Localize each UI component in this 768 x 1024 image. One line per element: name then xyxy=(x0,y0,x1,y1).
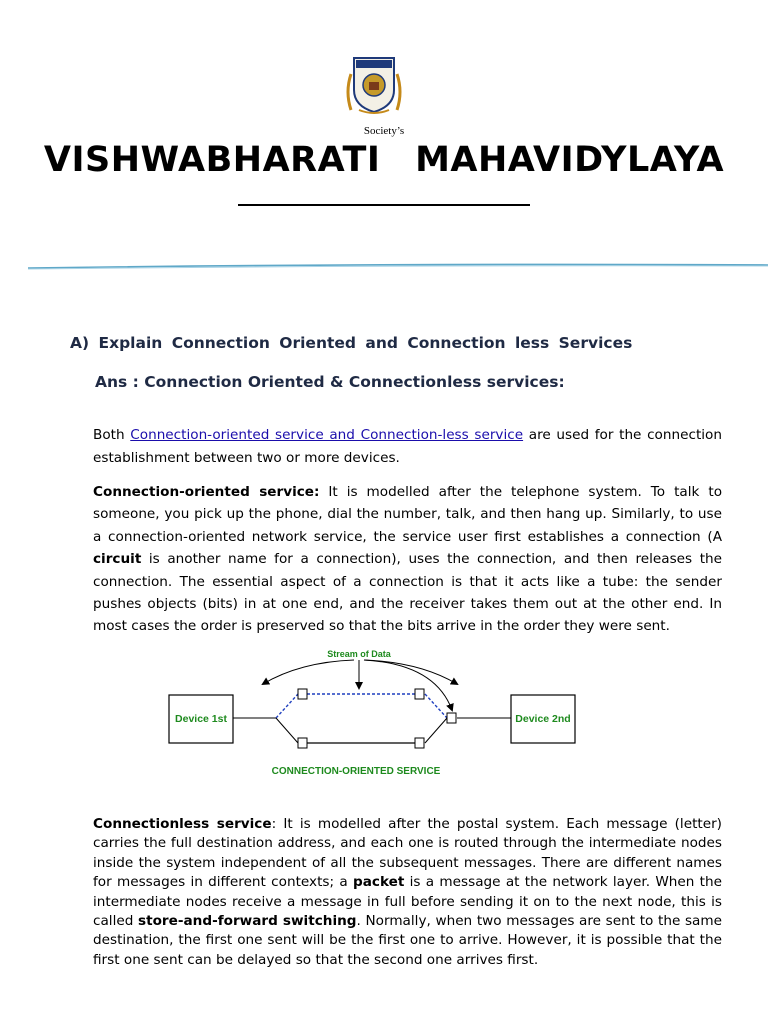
stream-arrow-right xyxy=(364,660,457,684)
question-label: A) xyxy=(70,334,90,352)
college-logo xyxy=(341,52,407,118)
store-and-forward-term: store-and-forward switching xyxy=(138,913,357,930)
intro-lead: Both xyxy=(93,427,131,443)
answer-heading xyxy=(95,373,565,391)
packet-term: packet xyxy=(353,874,405,891)
connectionless-term: Connectionless service xyxy=(93,816,272,832)
stream-of-data-label: Stream of Data xyxy=(327,649,391,659)
intro-paragraph xyxy=(93,424,722,470)
circuit-term: circuit xyxy=(93,551,142,568)
connectionless-text-1: : It is modelled after the postal system. Each message (letter) carries the full destination address, and each one is routed through the intermediate nodes inside the system independent of all the subsequent messages. There are different names for messages in different contexts; a xyxy=(93,816,722,891)
node-right xyxy=(447,713,456,723)
connection-oriented-text-2: is another name for a connection), uses the connection, and then releases the connection. The essential aspect of a connection is that it acts like a tube: the sender pushes objects (bits) in at one end, and the receiver takes them out at the other end. In most cases the order is preserved so that the bits arrive in the order they were sent. xyxy=(93,551,722,635)
services-link[interactable]: Connection-oriented service and Connection-less service xyxy=(130,427,524,443)
connection-oriented-diagram xyxy=(160,644,580,784)
diagram-caption: CONNECTION-ORIENTED SERVICE xyxy=(271,766,441,777)
question-heading xyxy=(70,334,632,352)
intro-rest: are used for the connection establishment between two or more devices. xyxy=(93,427,722,466)
node-top-left xyxy=(298,689,307,699)
question-text: Explain Connection Oriented and Connection less Services xyxy=(98,334,633,352)
society-label: Society’s xyxy=(363,125,405,137)
connectionless-paragraph xyxy=(93,815,722,970)
connection-oriented-paragraph xyxy=(93,481,722,638)
connection-oriented-term: Connection-oriented service: xyxy=(93,484,320,500)
answer-title: Connection Oriented & Connectionless services: xyxy=(144,373,565,391)
device-1st-label: Device 1st xyxy=(175,713,227,725)
stream-arrow-left xyxy=(263,660,354,684)
node-top-right xyxy=(415,689,424,699)
node-bottom-right xyxy=(415,738,424,748)
connectionless-text-3: . Normally, when two messages are sent to the same destination, the first one sent will be the first one to arrive. However, it is possible that the first one sent can be delayed so that the second one arrives first. xyxy=(93,913,722,968)
stream-arrow-far-right xyxy=(364,660,452,710)
answer-label: Ans : xyxy=(95,373,139,391)
title-underline xyxy=(238,204,530,206)
header-divider xyxy=(0,260,768,274)
node-bottom-left xyxy=(298,738,307,748)
college-name: VISHWABHARATI MAHAVIDYLAYA xyxy=(43,140,725,180)
device-2nd-label: Device 2nd xyxy=(515,713,571,725)
connectionless-text-2: is a message at the network layer. When the intermediate nodes receive a message in full before sending it on to the next node, this is called xyxy=(93,874,722,930)
connection-oriented-text-1: It is modelled after the telephone system. To talk to someone, you pick up the phone, dial the number, talk, and then hang up. Similarly, to use a connection-oriented network service, the service user first establishes a connection (A xyxy=(93,484,723,545)
